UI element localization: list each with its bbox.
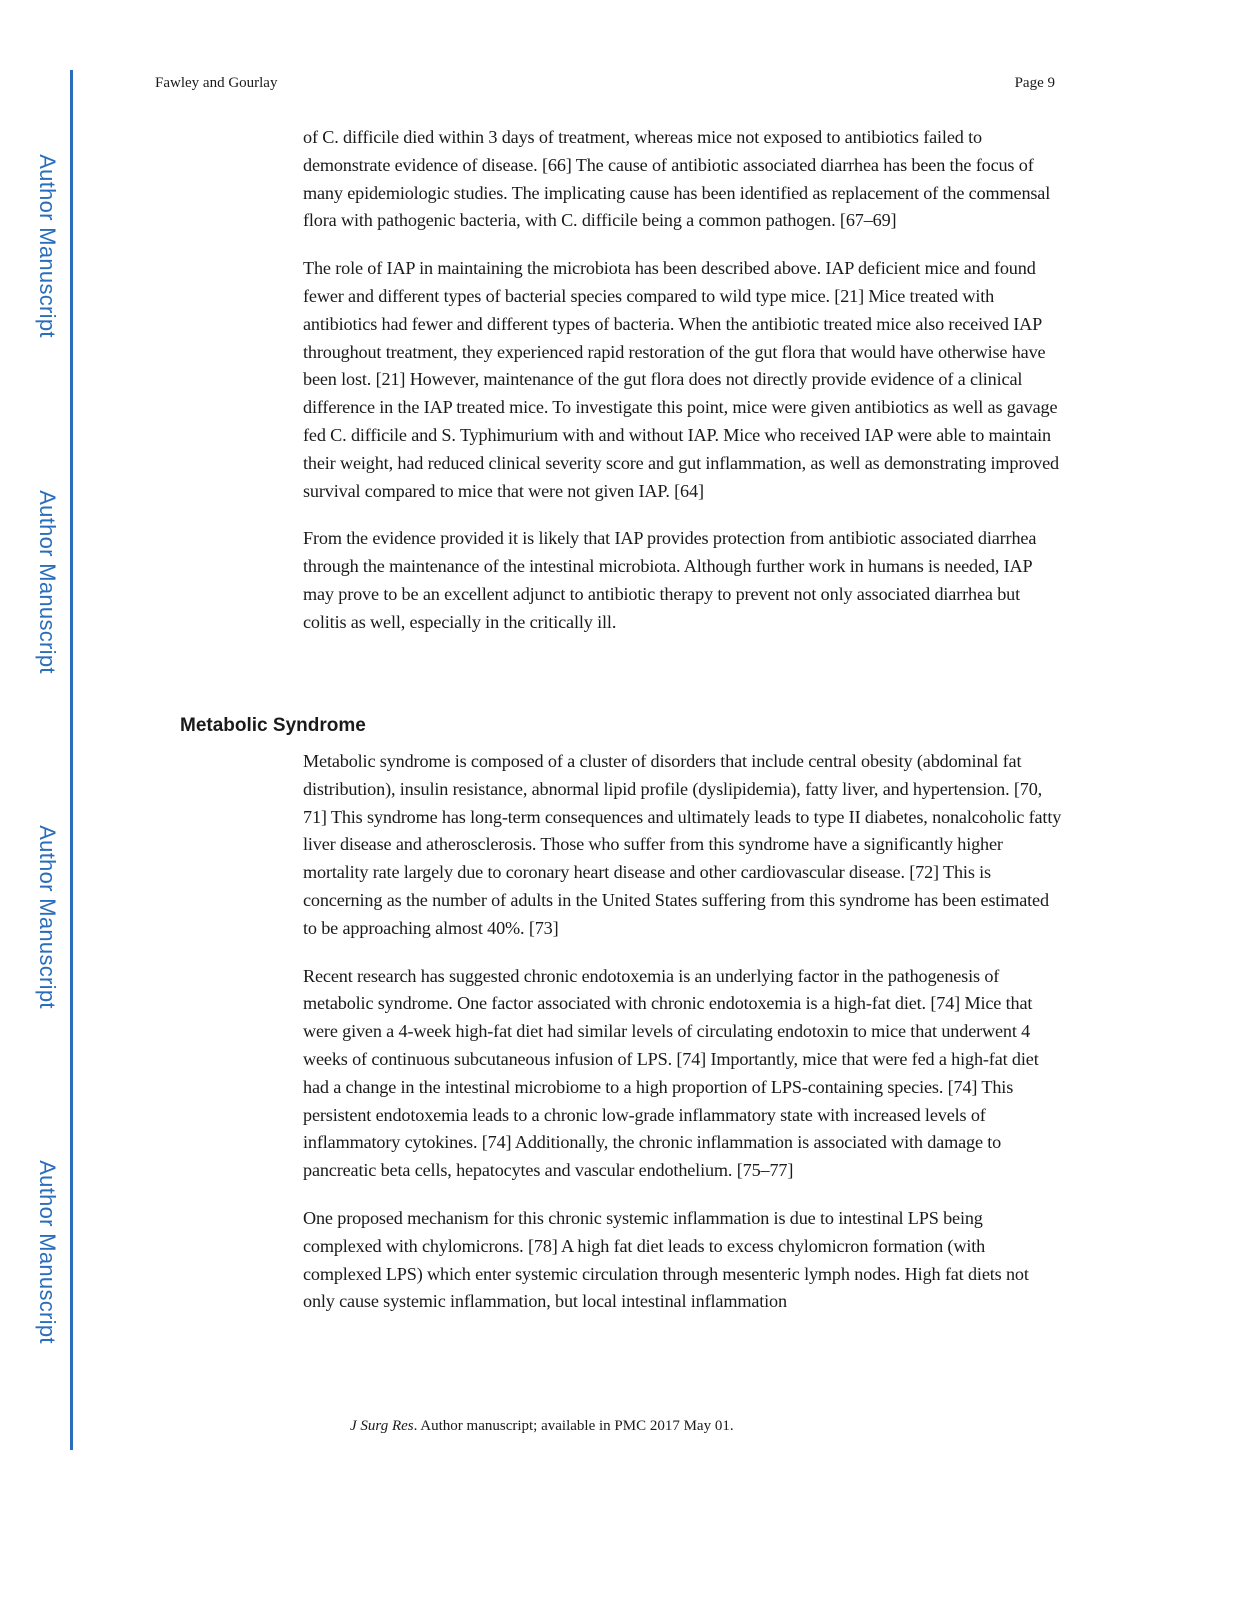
paragraph: One proposed mechanism for this chronic systemic inflammation is due to intestinal LPS being complexed with chylomicrons. [78] A high fat diet leads to excess chylomicron formation (with complexed LPS) which enter systemic circulation through mesenteric lymph nodes. High fat diets not only cause systemic inflammation, but local intestinal inflammation bbox=[303, 1207, 1029, 1312]
paragraph: Metabolic syndrome is composed of a cluster of disorders that include central obesity (abdominal fat distribution), insulin resistance, abnormal lipid profile (dyslipidemia), fatty liver, and hypertension. [70, 71] This syndrome has long-term consequences and ultimately leads to type II diabetes, nonalcoholic fatty liver disease and atherosclerosis. Those who suffer from this syndrome have a significantly higher mortality rate largely due to coronary heart disease and other cardiovascular disease. [72] This is concerning as the number of adults in the United States suffering from this syndrome has been estimated to be approaching almost 40%. [73] bbox=[303, 751, 1062, 938]
section-metabolic-syndrome bbox=[303, 748, 1063, 1336]
section-heading: Metabolic Syndrome bbox=[180, 715, 366, 736]
side-label-text: Author Manuscript bbox=[35, 490, 60, 674]
header-page-number: Page 9 bbox=[1014, 75, 1055, 91]
footer-citation bbox=[350, 1418, 734, 1435]
paragraph: From the evidence provided it is likely that IAP provides protection from antibiotic associated diarrhea through the maintenance of the intestinal microbiota. Although further work in humans is needed, IAP may prove to be an excellent adjunct to antibiotic therapy to prevent not only associated diarrhea but colitis as well, especially in the critically ill. bbox=[303, 528, 1037, 632]
paragraph: of C. difficile died within 3 days of treatment, whereas mice not exposed to antibiotics failed to demonstrate evidence of disease. [66] The cause of antibiotic associated diarrhea has been the focus of many epidemiologic studies. The implicating cause has been identified as replacement of the commensal flora with pathogenic bacteria, with C. difficile being a common pathogen. [67–69] bbox=[303, 127, 1051, 231]
side-label-text: Author Manuscript bbox=[35, 154, 60, 338]
header-authors: Fawley and Gourlay bbox=[155, 75, 278, 91]
side-rule bbox=[70, 70, 73, 1450]
footer-text: . Author manuscript; available in PMC 2017 May 01. bbox=[413, 1418, 734, 1434]
footer-journal: J Surg Res bbox=[350, 1418, 414, 1434]
side-label-text: Author Manuscript bbox=[35, 825, 60, 1009]
side-label-text: Author Manuscript bbox=[35, 1160, 60, 1344]
section-antibiotic-diarrhea bbox=[303, 124, 1063, 657]
paragraph: Recent research has suggested chronic endotoxemia is an underlying factor in the pathogenesis of metabolic syndrome. One factor associated with chronic endotoxemia is a high-fat diet. [74] Mice that were given a 4-week high-fat diet had similar levels of circulating endotoxin to mice that underwent 4 weeks of continuous subcutaneous infusion of LPS. [74] Importantly, mice that were fed a high-fat diet had a change in the intestinal microbiome to a high proportion of LPS-containing species. [74] This persistent endotoxemia leads to a chronic low-grade inflammatory state with increased levels of inflammatory cytokines. [74] Additionally, the chronic inflammation is associated with damage to pancreatic beta cells, hepatocytes and vascular endothelium. [75–77] bbox=[303, 965, 1039, 1181]
paragraph: The role of IAP in maintaining the microbiota has been described above. IAP deficient mice and found fewer and different types of bacterial species compared to wild type mice. [21] Mice treated with antibiotics had fewer and different types of bacteria. When the antibiotic treated mice also received IAP throughout treatment, they experienced rapid restoration of the gut flora that would have otherwise have been lost. [21] However, maintenance of the gut flora does not directly provide evidence of a clinical difference in the IAP treated mice. To investigate this point, mice were given antibiotics as well as gavage fed C. difficile and S. Typhimurium with and without IAP. Mice who received IAP were able to maintain their weight, had reduced clinical severity score and gut inflammation, as well as demonstrating improved survival compared to mice that were not given IAP. [64] bbox=[303, 258, 1059, 501]
